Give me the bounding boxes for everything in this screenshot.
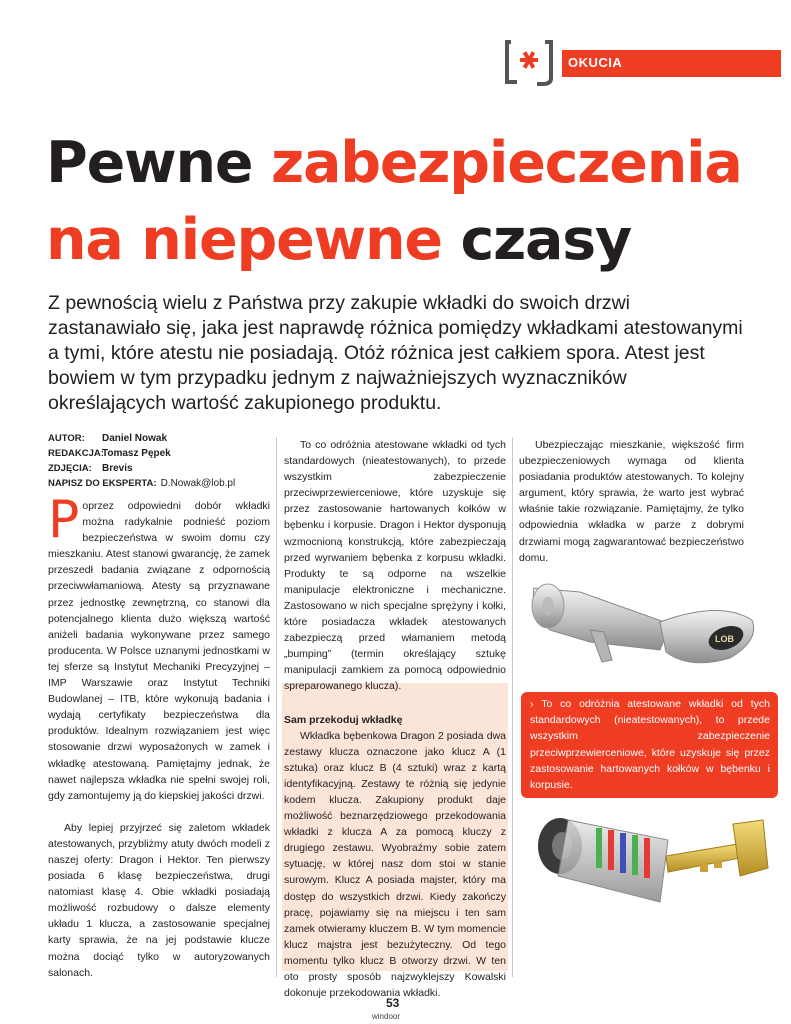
product-badge-text: LOB	[715, 634, 734, 644]
lead-paragraph: Z pewnością wielu z Państwa przy zakupie wkładki do swoich drzwi zastanawiało się, jaka jest naprawdę różnica pomiędzy wkładkami atestowanymi a tymi, które atestu nie posiadają. Otóż różnica jest całkiem spora. Atest jest bowiem w tym przypadku jednym z najważniejszych wyznaczników określających wartość zakupionego produktu.	[48, 292, 743, 414]
article-title-line-1	[46, 130, 766, 196]
article-title-line-2	[46, 207, 766, 273]
paragraph-text: oprzez odpowiedni dobór wkładki można radykalnie podnieść poziom bezpieczeństwa w swoim domu czy mieszkaniu. Atest stanowi gwarancję, że zamek przeszedł badania związane z odpornością przeciwwłamaniową. Atesty są przyznawane przez jednostkę zewnętrzną, co stanowi dla potencjalnego klienta dużo większą wartość aniżeli badania wykonywane przez samego producenta. W Polsce uznanymi jednostkami w tej sferze są Instytut Mechaniki Precyzyjnej – IMP Warszawie oraz Instytut Techniki Budowlanej – ITB, które wykonują badania i wydają certyfikaty bezpieczeństwa dla produktów. Idealnym rozwiązaniem jest więc stosowanie drzwi wyposażonych w zamek i wkładkę atestowaną. Pamiętajmy jednak, że nawet najlepsza wkładka nie spełni swojej roli, gdy zamontujemy ją do kiepskiej jakości drzwi.	[48, 500, 270, 802]
article-column-3	[519, 437, 744, 566]
paragraph	[48, 490, 270, 804]
drop-cap: P	[48, 490, 80, 550]
pull-quote-chevron-icon: ›	[530, 698, 542, 710]
credit-editor	[48, 446, 278, 461]
paragraph: Ubezpieczając mieszkanie, większość firm ubezpieczeniowych wymaga od klienta posiadania produktów atestowanych. To kolejny argument, który sprawia, że warto jest wybrać właśnie takie rozwiązanie. Pamiętajmy, że tylko odpowiednia wkładka w parze z dobrymi drzwiami mogą zagwarantować bezpieczeństwo domu.	[519, 439, 744, 564]
paragraph: Wkładka bębenkowa Dragon 2 posiada dwa zestawy klucza oznaczone jako klucz A (1 sztuka) oraz klucz B (4 sztuki) wraz z kartą identyfikacyjną. Zestawy te różnią się jedynie kodem klucza. Zakupiony produkt daje możliwość beznarzędziowego przekodowania wkładki z klucza A za pomocą kluczy z drugiego zestawu. Wyobraźmy sobie zatem sytuację, w której nasz dom stoi w stanie surowym. Klucz A posiada majster, który ma dostęp do wszystkich drzwi. Kiedy zakończy pracę, pojawiamy się na miejscu i ten sam zamek otwieramy kluczem B. W tym momencie klucz majstra jest bezużyteczny. Od tego momentu tylko klucz B otworzy drzwi. W ten oto prosty sposób najzwyklejszy Kowalski dokonuje przekodowania wkładki.	[284, 729, 506, 1000]
page-number: 53	[386, 996, 400, 1010]
title-accent-phrase: na niepewne	[46, 207, 442, 273]
credits	[48, 431, 278, 491]
title-dark-word-2: czasy	[460, 207, 631, 273]
section-label: OKUCIA	[568, 55, 623, 70]
article-column-1	[48, 490, 270, 981]
subheading: Sam przekoduj wkładkę	[284, 713, 403, 726]
credit-label: AUTOR:	[48, 433, 85, 444]
credit-author	[48, 431, 278, 446]
credit-value: Tomasz Pępek	[102, 448, 171, 459]
article-column-2	[284, 437, 506, 1001]
paragraph: To co odróżnia atestowane wkładki od tych standardowych (nieatestowanych), to przede wszystkim zabezpieczenie przeciwprzewierceniowe, które uzyskuje się przez zastosowanie hartowanych kołków w bębenku i korpusie. Dragon i Hektor dysponują wzmocnioną konstrukcją, które zabezpieczają przed wyrwaniem bębenka z korpusu wkładki. Produkty te są odporne na wszelkie manipulacje elektroniczne i mechaniczne. Zastosowano w nich specjalne sprężyny i kołki, które posiadacza wkładek atestowanych zabezpieczą przed włamaniem metodą „bumping” (termin określający sztukę manipulacji zamkiem za pomocą odpowiednio spreparowanego klucza).	[284, 439, 506, 693]
credit-value: Daniel Nowak	[102, 433, 168, 444]
cylinder-cutaway-image	[528, 806, 778, 916]
credit-expert	[48, 476, 278, 491]
pull-quote-text	[530, 696, 770, 793]
credit-photos	[48, 461, 278, 476]
expert-email-link[interactable]: D.Nowak@lob.pl	[160, 478, 236, 489]
cylinder-with-knob-image	[520, 570, 765, 685]
column-divider	[512, 437, 513, 977]
credit-label: NAPISZ DO EKSPERTA:	[48, 478, 157, 489]
credit-label: ZDJĘCIA:	[48, 463, 92, 474]
title-accent-word: zabezpieczenia	[271, 130, 742, 196]
magazine-footer-logo: windoor	[372, 1012, 401, 1021]
credit-label: REDAKCJA:	[48, 448, 104, 459]
column-divider	[276, 437, 277, 977]
paragraph: Aby lepiej przyjrzeć się zaletom wkładek atestowanych, przybliżmy atuty dwóch modeli z naszej oferty: Dragon i Hektor. Ten pierwszy posiada 6 klasę bezpieczeństwa, drugi natomiast klasę 4. Obie wkładki posiadają możliwość rozbudowy o dalsze elementy układu 1 klucza, a zastosowanie specjalnej karty sprawia, że na jej podstawie klucze można dociąć tylko w autoryzowanych salonach.	[48, 821, 270, 979]
pull-quote-content: To co odróżnia atestowane wkładki od tych standardowych (nieatestowanych), to przede wszystkim zabezpieczenie przeciwprzewierceniowe, które uzyskuje się przez zastosowanie hartowanych kołków w bębenku i korpusie.	[530, 698, 770, 792]
credit-value: Brevis	[102, 463, 133, 474]
title-dark-word: Pewne	[46, 130, 253, 196]
magazine-logo-icon	[503, 38, 555, 86]
